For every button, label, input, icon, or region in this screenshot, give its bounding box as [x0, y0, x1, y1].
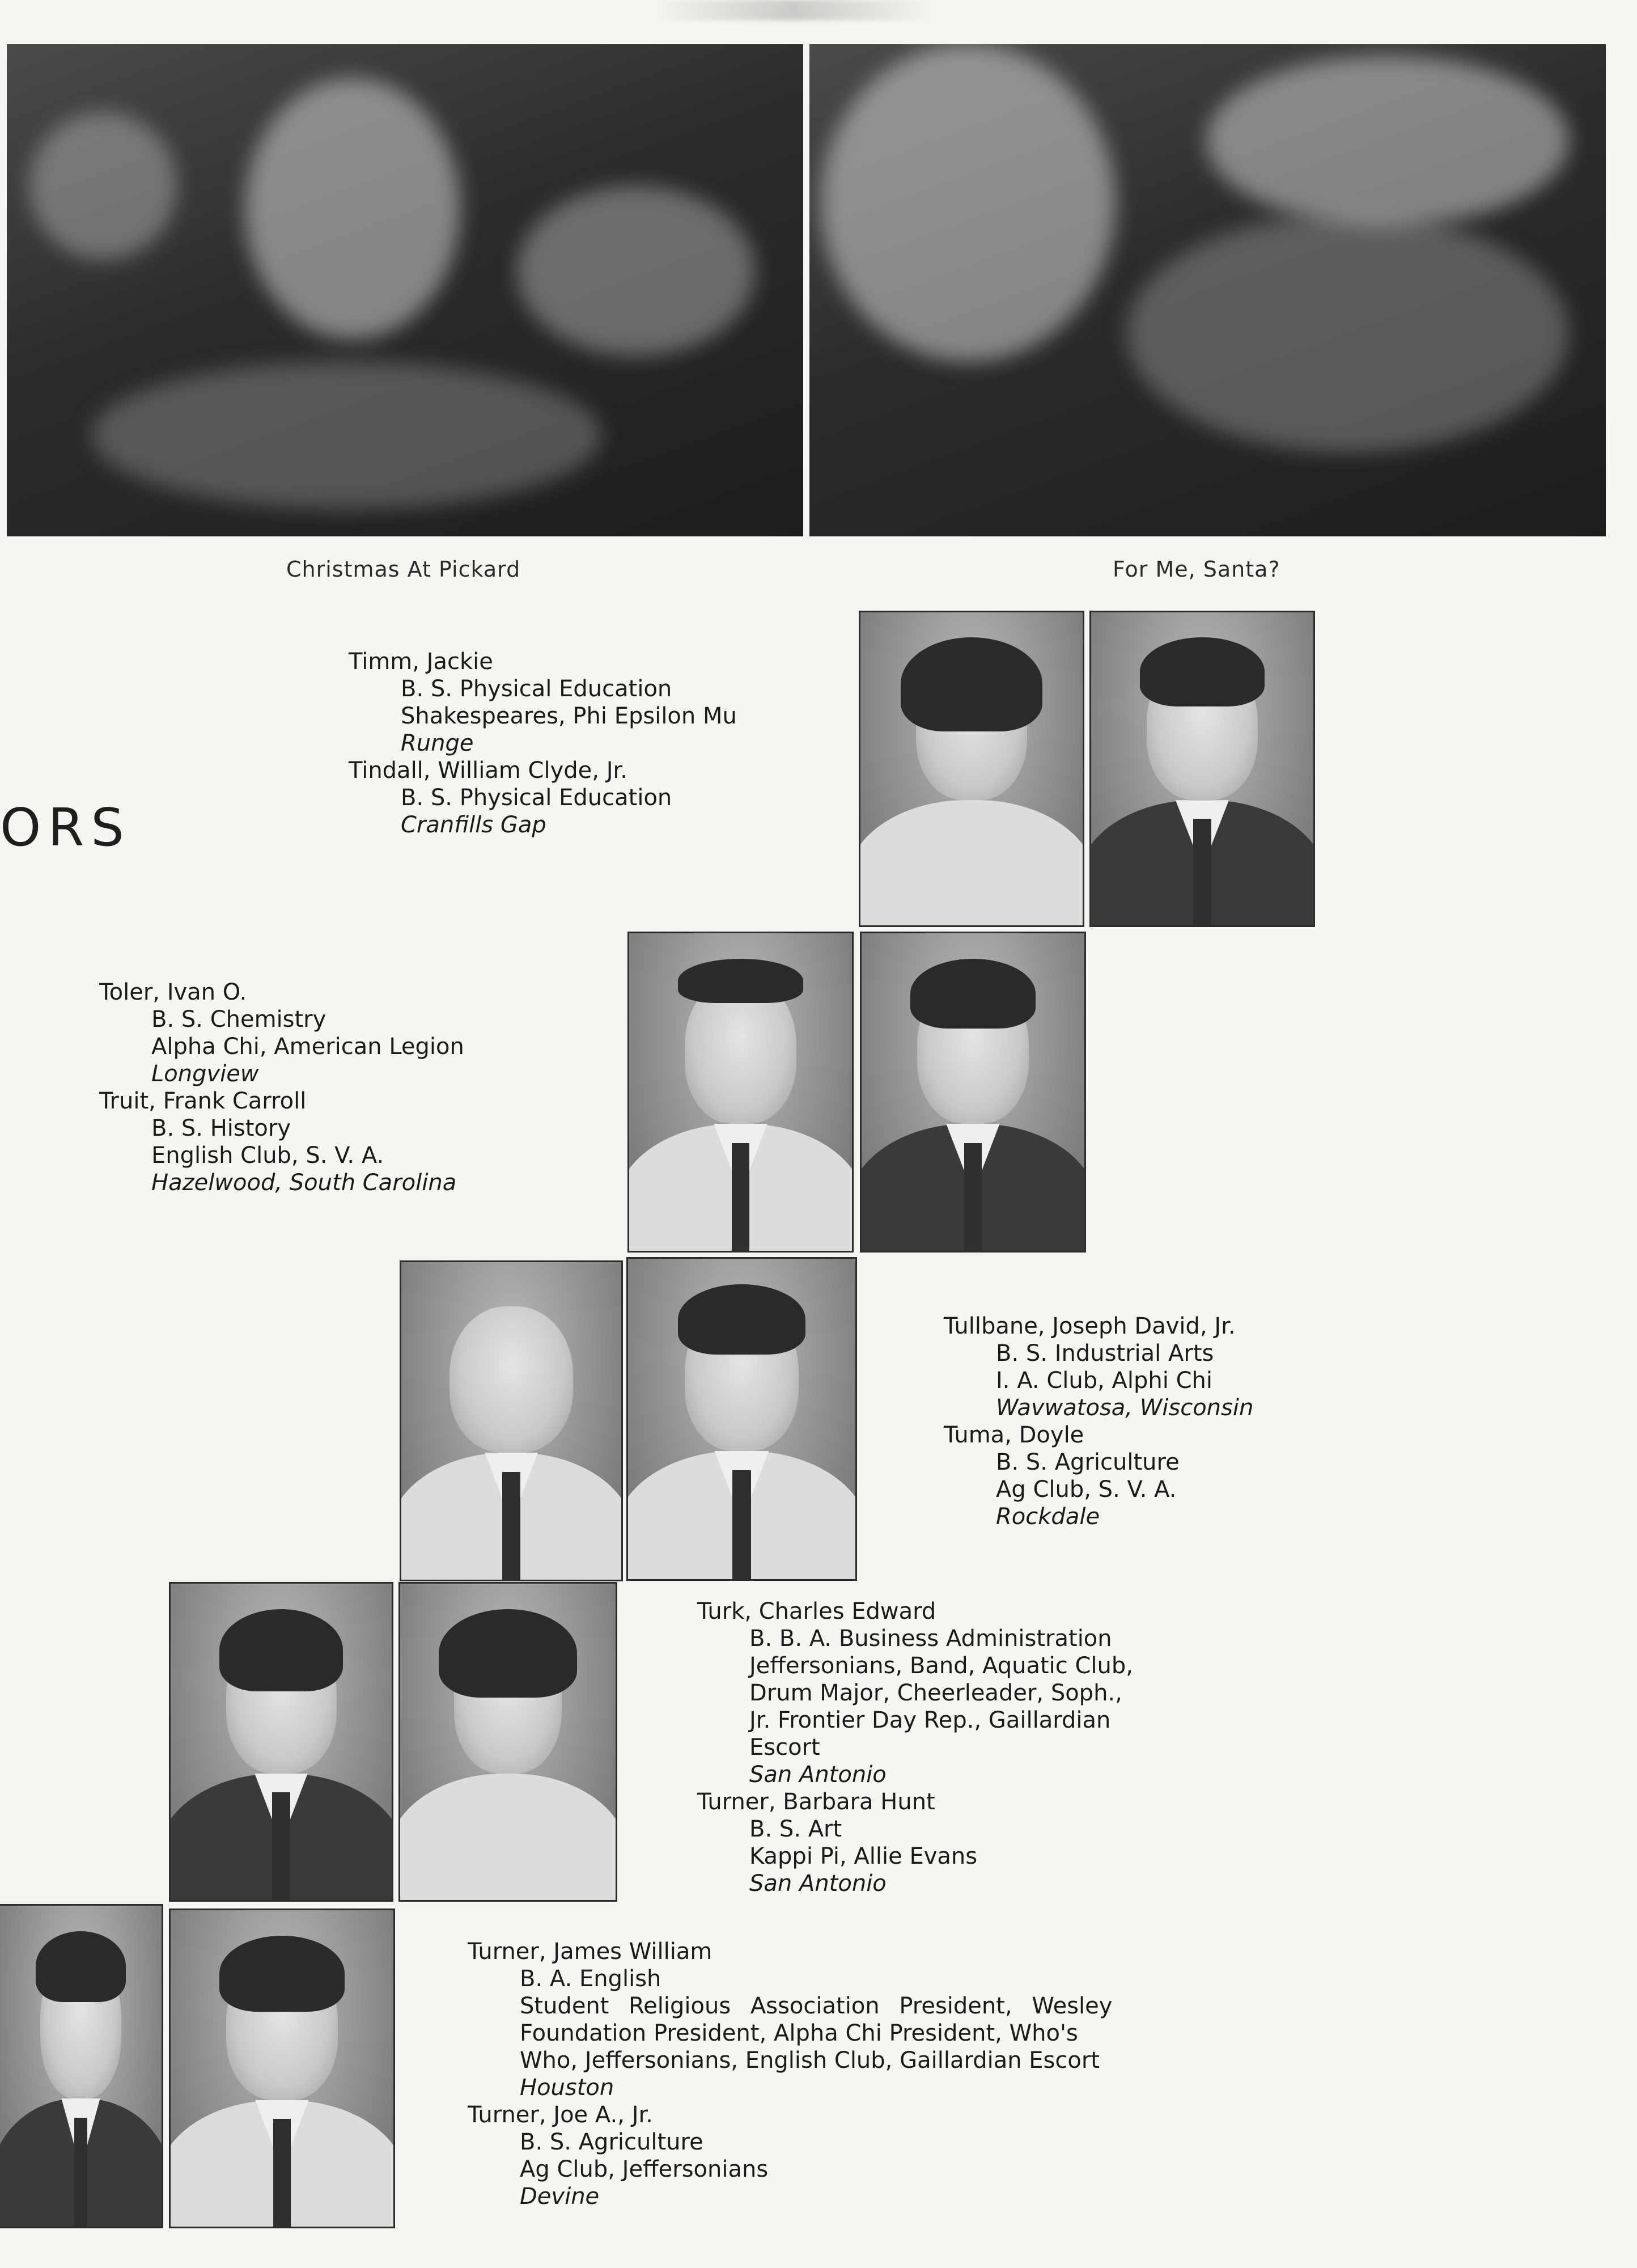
student-name: Tullbane, Joseph David, Jr. — [944, 1313, 1236, 1339]
student-hometown: Longview — [151, 1061, 259, 1087]
student-activities-line: Foundation President, Alpha Chi President, Who's — [520, 2020, 1078, 2046]
student-degree: B. S. Agriculture — [996, 1449, 1180, 1475]
student-name: Truit, Frank Carroll — [99, 1088, 307, 1114]
student-degree: B. S. Physical Education — [401, 785, 672, 811]
student-activities-line: Escort — [749, 1734, 820, 1761]
student-hometown: San Antonio — [749, 1762, 887, 1788]
student-hometown: Devine — [520, 2184, 600, 2210]
student-hometown: Wavwatosa, Wisconsin — [996, 1395, 1254, 1421]
student-activities: Ag Club, S. V. A. — [996, 1476, 1177, 1503]
student-name: Timm, Jackie — [349, 649, 493, 675]
portrait-turk — [169, 1582, 393, 1902]
entries-turk-turner-barbara — [697, 1598, 1133, 1897]
student-name: Turner, Joe A., Jr. — [468, 2102, 653, 2128]
left-photo-caption: Christmas At Pickard — [286, 557, 521, 582]
entries-tullbane-tuma — [944, 1313, 1253, 1530]
student-degree: B. A. English — [520, 1966, 661, 1992]
right-photo-caption: For Me, Santa? — [1113, 557, 1280, 582]
christmas-at-pickard-photo — [7, 44, 803, 536]
student-activities: I. A. Club, Alphi Chi — [996, 1368, 1212, 1394]
portrait-toler — [627, 932, 854, 1253]
student-hometown: Cranfills Gap — [401, 812, 546, 838]
student-hometown: Hazelwood, South Carolina — [151, 1170, 457, 1196]
student-name: Turk, Charles Edward — [697, 1598, 936, 1624]
student-degree: B. B. A. Business Administration — [749, 1626, 1112, 1652]
student-name: Toler, Ivan O. — [99, 979, 247, 1005]
student-name: Tuma, Doyle — [944, 1422, 1084, 1448]
portrait-turner-joe — [169, 1909, 395, 2228]
for-me-santa-photo — [809, 44, 1606, 536]
section-title: ORS — [0, 797, 131, 858]
student-hometown: Runge — [401, 730, 474, 756]
entries-toler-truit — [99, 979, 464, 1196]
student-activities-line: Jr. Frontier Day Rep., Gaillardian — [749, 1707, 1111, 1733]
student-name: Tindall, William Clyde, Jr. — [349, 758, 627, 784]
student-hometown: Houston — [520, 2075, 614, 2101]
student-degree: B. S. Agriculture — [520, 2129, 703, 2155]
entries-timm-tindall — [349, 648, 737, 839]
student-activities-line: Jeffersonians, Band, Aquatic Club, — [749, 1653, 1133, 1679]
portrait-turner-james — [0, 1904, 163, 2228]
portrait-truit — [860, 932, 1086, 1253]
student-activities-line: Student Religious Association President, Wesley — [520, 1993, 1113, 2019]
student-activities: Alpha Chi, American Legion — [151, 1034, 464, 1060]
student-name: Turner, Barbara Hunt — [697, 1789, 935, 1815]
student-degree: B. S. Chemistry — [151, 1006, 326, 1033]
print-smudge — [652, 0, 935, 20]
student-degree: B. S. Physical Education — [401, 676, 672, 702]
student-degree: B. S. History — [151, 1115, 291, 1141]
student-activities: English Club, S. V. A. — [151, 1143, 384, 1169]
student-activities: Ag Club, Jeffersonians — [520, 2156, 769, 2182]
portrait-tuma — [626, 1257, 857, 1581]
student-activities: Kappi Pi, Allie Evans — [749, 1843, 978, 1869]
entries-turner-james-joe — [468, 1938, 1112, 2210]
student-hometown: San Antonio — [749, 1871, 887, 1897]
student-name: Turner, James William — [468, 1939, 713, 1965]
portrait-turner-barbara — [398, 1582, 617, 1902]
student-activities-line: Drum Major, Cheerleader, Soph., — [749, 1680, 1122, 1706]
portrait-tindall — [1089, 611, 1315, 927]
portrait-timm — [859, 611, 1084, 927]
student-degree: B. S. Art — [749, 1816, 842, 1842]
student-degree: B. S. Industrial Arts — [996, 1340, 1214, 1366]
student-hometown: Rockdale — [996, 1504, 1100, 1530]
student-activities-line: Who, Jeffersonians, English Club, Gaillardian Escort — [520, 2047, 1100, 2074]
student-activities: Shakespeares, Phi Epsilon Mu — [401, 703, 737, 729]
portrait-tullbane — [400, 1260, 623, 1581]
